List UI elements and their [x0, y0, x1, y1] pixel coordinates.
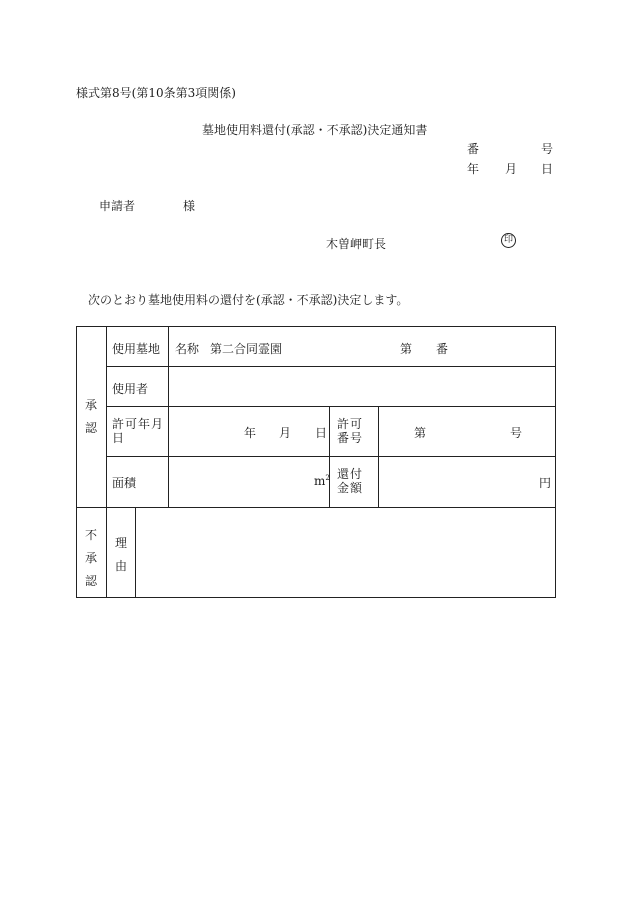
permit-number-suffix: 号	[510, 426, 523, 440]
issuer-name: 木曽岬町長	[326, 237, 387, 251]
cemetery-name-label: 名称	[175, 342, 200, 356]
intro-text: 次のとおり墓地使用料の還付を(承認・不承認)決定します。	[88, 293, 409, 307]
cemetery-name: 第二合同霊園	[210, 342, 283, 356]
permit-day: 日	[315, 426, 328, 440]
column-divider	[168, 326, 169, 508]
currency-unit: 円	[539, 476, 552, 490]
reason-field[interactable]	[138, 510, 552, 594]
plot-prefix: 第	[400, 342, 413, 356]
seal-mark: 印	[501, 233, 516, 248]
date-month: 月	[505, 162, 518, 176]
row-divider	[106, 456, 556, 457]
column-divider	[135, 507, 136, 598]
number-suffix: 号	[541, 142, 554, 156]
permit-date-label: 許可年月日	[112, 417, 165, 445]
rejected-label: 不承認	[84, 528, 97, 588]
applicant-label: 申請者	[99, 199, 136, 213]
row-divider	[106, 366, 556, 367]
column-divider	[106, 326, 107, 598]
permit-month: 月	[279, 426, 292, 440]
permit-year: 年	[244, 426, 257, 440]
number-label: 番	[467, 142, 480, 156]
document-title: 墓地使用料還付(承認・不承認)決定通知書	[202, 123, 428, 137]
row-divider	[106, 406, 556, 407]
reason-label: 理由	[114, 536, 127, 573]
refund-amount-label: 還付金額	[337, 467, 364, 495]
table-border-right	[555, 326, 556, 598]
permit-number-prefix: 第	[414, 426, 427, 440]
permit-number-label: 許可番号	[337, 417, 364, 445]
honorific: 様	[183, 199, 196, 213]
cemetery-label: 使用墓地	[112, 342, 161, 356]
user-label: 使用者	[112, 382, 149, 396]
table-border-top	[76, 326, 556, 327]
column-divider	[378, 406, 379, 508]
table-border-bottom	[76, 597, 556, 598]
form-id: 様式第8号(第10条第3項関係)	[76, 86, 236, 100]
approved-label: 承認	[84, 398, 97, 435]
plot-suffix: 番	[436, 342, 449, 356]
date-year: 年	[467, 162, 480, 176]
table-border-left	[76, 326, 77, 598]
area-unit: $m^2$	[314, 474, 330, 488]
section-divider	[76, 507, 556, 508]
column-divider	[329, 406, 330, 508]
date-day: 日	[541, 162, 554, 176]
area-label: 面積	[112, 476, 137, 490]
